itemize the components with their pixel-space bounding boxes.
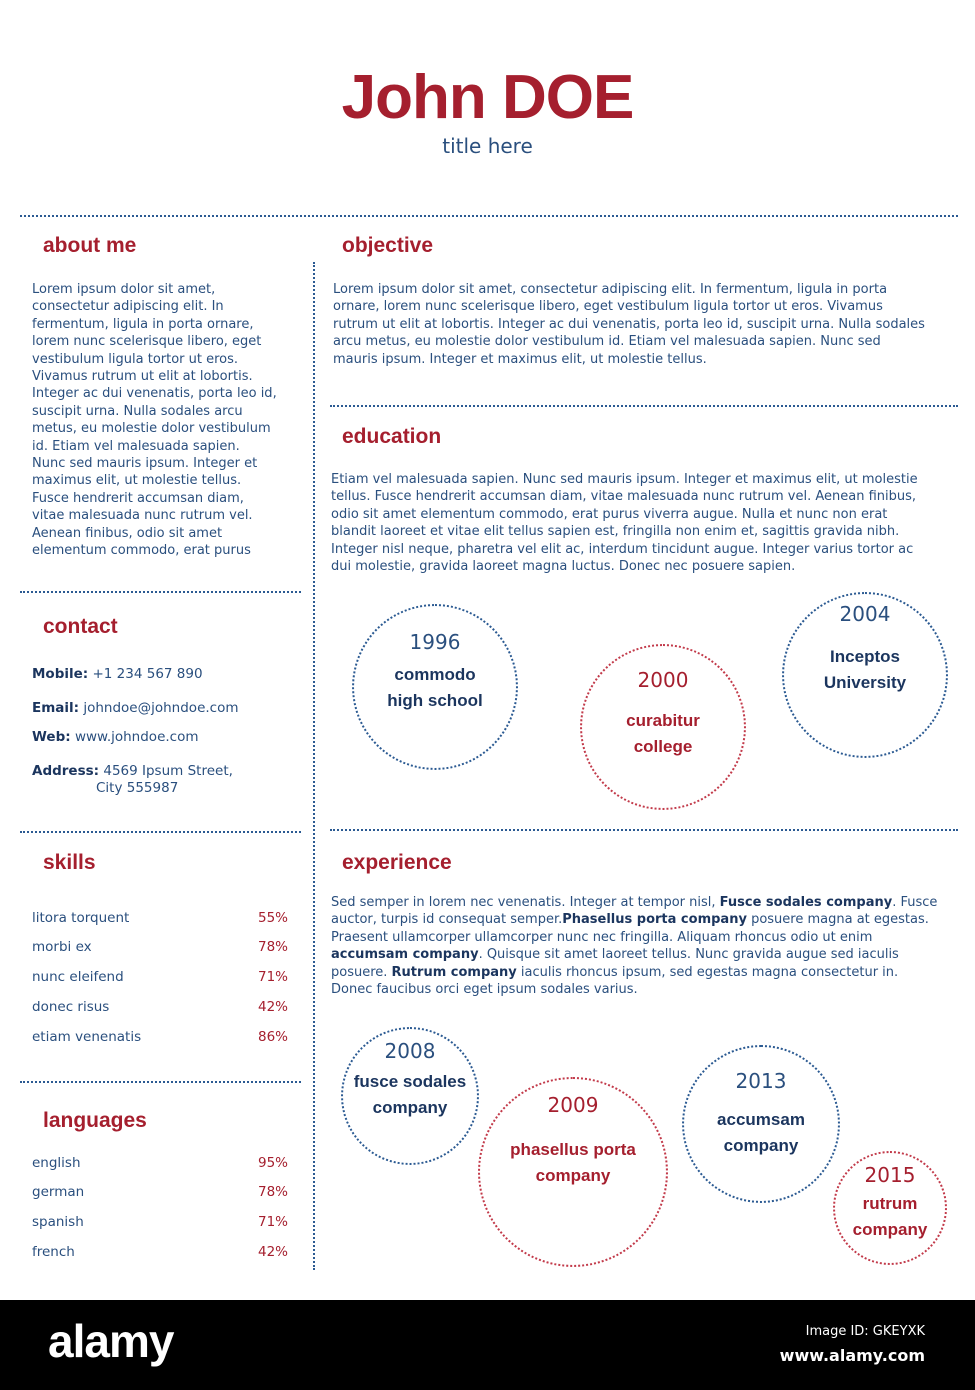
experience-circle (478, 1077, 668, 1267)
experience-heading: experience (342, 851, 452, 874)
experience-year: 2008 (384, 1039, 436, 1063)
contact-heading: contact (43, 615, 118, 638)
education-circle (580, 644, 746, 810)
contact-divider (20, 831, 301, 833)
education-school: commodo (394, 665, 476, 684)
experience-company: accumsam (717, 1110, 805, 1129)
experience-text: Sed semper in lorem nec venenatis. Integer at tempor nisl, Fusce sodales company. Fusce auctor, turpis id consequat semper.Phasellus porta company posuere magna at egestas. Praesent ullamcorper ullamcorper nunc nec fringilla. Aliquam rhoncus odio ut enim accumsam company. Quisque sit amet laoreet tellus. Nunc gravida augue sed iaculis posuere. Rutrum company iaculis rhoncus ipsum, sed egestas magna consectetur in. Donec faucibus orci eget ipsum sodales varius. (331, 895, 938, 998)
about-heading: about me (43, 234, 137, 257)
skill-label: morbi ex (32, 939, 92, 955)
language-percent: 78% (257, 1184, 288, 1200)
skill-percent: 78% (257, 939, 288, 955)
contact-email[interactable]: Email: johndoe@johndoe.com (32, 700, 239, 716)
experience-company-line2: company (535, 1166, 611, 1185)
watermark-logo: alamy (48, 1315, 174, 1367)
contact-web[interactable]: Web: www.johndoe.com (32, 729, 199, 745)
skill-label: litora torquent (32, 910, 130, 926)
objective-divider (330, 405, 958, 407)
name-title: John DOE (341, 63, 634, 132)
experience-year: 2015 (864, 1163, 916, 1187)
education-heading: education (342, 425, 442, 448)
languages-heading: languages (43, 1109, 147, 1132)
skill-label: etiam venenatis (32, 1029, 142, 1045)
skill-label: nunc eleifend (32, 969, 124, 985)
language-label: english (32, 1155, 81, 1171)
education-text: Etiam vel malesuada sapien. Nunc sed mauris ipsum. Integer et maximus elit, ut molestie tellus. Fusce hendrerit accumsan diam, vitae malesuada nunc rutrum vel. Aenean finibus, odio sit amet elementum commodo, erat purus viverra augue. Nulla et nunc non erat blandit laoreet et vitae elit tellus sapien est, fringilla non enim et, sagittis gravida nibh. Integer nisl neque, pharetra vel elit ac, interdum tincidunt augue. Integer varius tortor ac dui molestie, gravida laoreet magna luctus. Donec nec posuere sapien. (331, 472, 918, 575)
education-school-line2: University (823, 673, 907, 692)
language-percent: 42% (257, 1244, 288, 1260)
contact-address-line2: City 555987 (96, 780, 179, 796)
experience-circle (341, 1027, 479, 1165)
language-label: spanish (32, 1214, 84, 1230)
education-school: curabitur (626, 711, 700, 730)
skill-percent: 86% (257, 1029, 288, 1045)
experience-year: 2013 (735, 1069, 787, 1093)
education-divider (330, 829, 958, 831)
education-year: 1996 (409, 630, 461, 654)
experience-company-line2: company (372, 1098, 448, 1117)
experience-year: 2009 (547, 1093, 599, 1117)
image-id: Image ID: GKEYXK (805, 1324, 925, 1339)
language-label: german (32, 1184, 85, 1200)
experience-circle (682, 1045, 840, 1203)
contact-mobile: Mobile: +1 234 567 890 (32, 666, 203, 682)
education-year: 2004 (839, 602, 891, 626)
education-school-line2: college (633, 737, 693, 756)
education-circle (352, 604, 518, 770)
language-percent: 95% (257, 1155, 288, 1171)
experience-company-line2: company (852, 1220, 928, 1239)
about-divider (20, 591, 301, 593)
watermark-url: www.alamy.com (779, 1346, 925, 1365)
contact-address: Address: 4569 Ipsum Street, (32, 763, 233, 779)
language-label: french (32, 1244, 75, 1260)
skill-label: donec risus (32, 999, 110, 1015)
objective-heading: objective (342, 234, 434, 257)
experience-company: rutrum (862, 1194, 918, 1213)
skills-divider (20, 1081, 301, 1083)
education-circle (782, 592, 948, 758)
objective-text: Lorem ipsum dolor sit amet, consectetur adipiscing elit. In fermentum, ligula in porta ornare, lorem nunc scelerisque libero, eget vestibulum ligula tortor ut eros. Vivamus rutrum ut elit at lobortis. Integer ac dui venenatis, porta leo id, suscipit urna. Nulla sodales arcu metus, eu molestie dolor vestibulum id. Etiam vel malesuada sapien. Nunc sed mauris ipsum. Integer et maximus elit, ut molestie tellus. (333, 282, 925, 367)
skill-percent: 42% (257, 999, 288, 1015)
column-divider (313, 262, 315, 1270)
education-school-line2: high school (387, 691, 483, 710)
language-percent: 71% (257, 1214, 288, 1230)
about-text: Lorem ipsum dolor sit amet, consectetur adipiscing elit. In fermentum, ligula in porta ornare, lorem nunc scelerisque libero, eget vestibulum ligula tortor ut eros. Vivamus rutrum ut elit at lobortis. Integer ac dui venenatis, porta leo id, suscipit urna. Nulla sodales arcu metus, eu molestie dolor vestibulum id. Etiam vel malesuada sapien. Nunc sed mauris ipsum. Integer et maximus elit, ut molestie tellus. Fusce hendrerit accumsan diam, vitae malesuada nunc rutrum vel. Aenean finibus, odio sit amet elementum commodo, erat purus (32, 282, 277, 559)
education-year: 2000 (637, 668, 689, 692)
experience-company-line2: company (723, 1136, 799, 1155)
skill-percent: 71% (257, 969, 288, 985)
experience-company: phasellus porta (510, 1140, 636, 1159)
top-divider (20, 215, 958, 217)
skill-percent: 55% (257, 910, 288, 926)
experience-circle (833, 1151, 947, 1265)
experience-company: fusce sodales (353, 1072, 467, 1091)
education-school: Inceptos (830, 647, 900, 666)
job-title: title here (442, 134, 533, 158)
skills-heading: skills (43, 851, 96, 874)
